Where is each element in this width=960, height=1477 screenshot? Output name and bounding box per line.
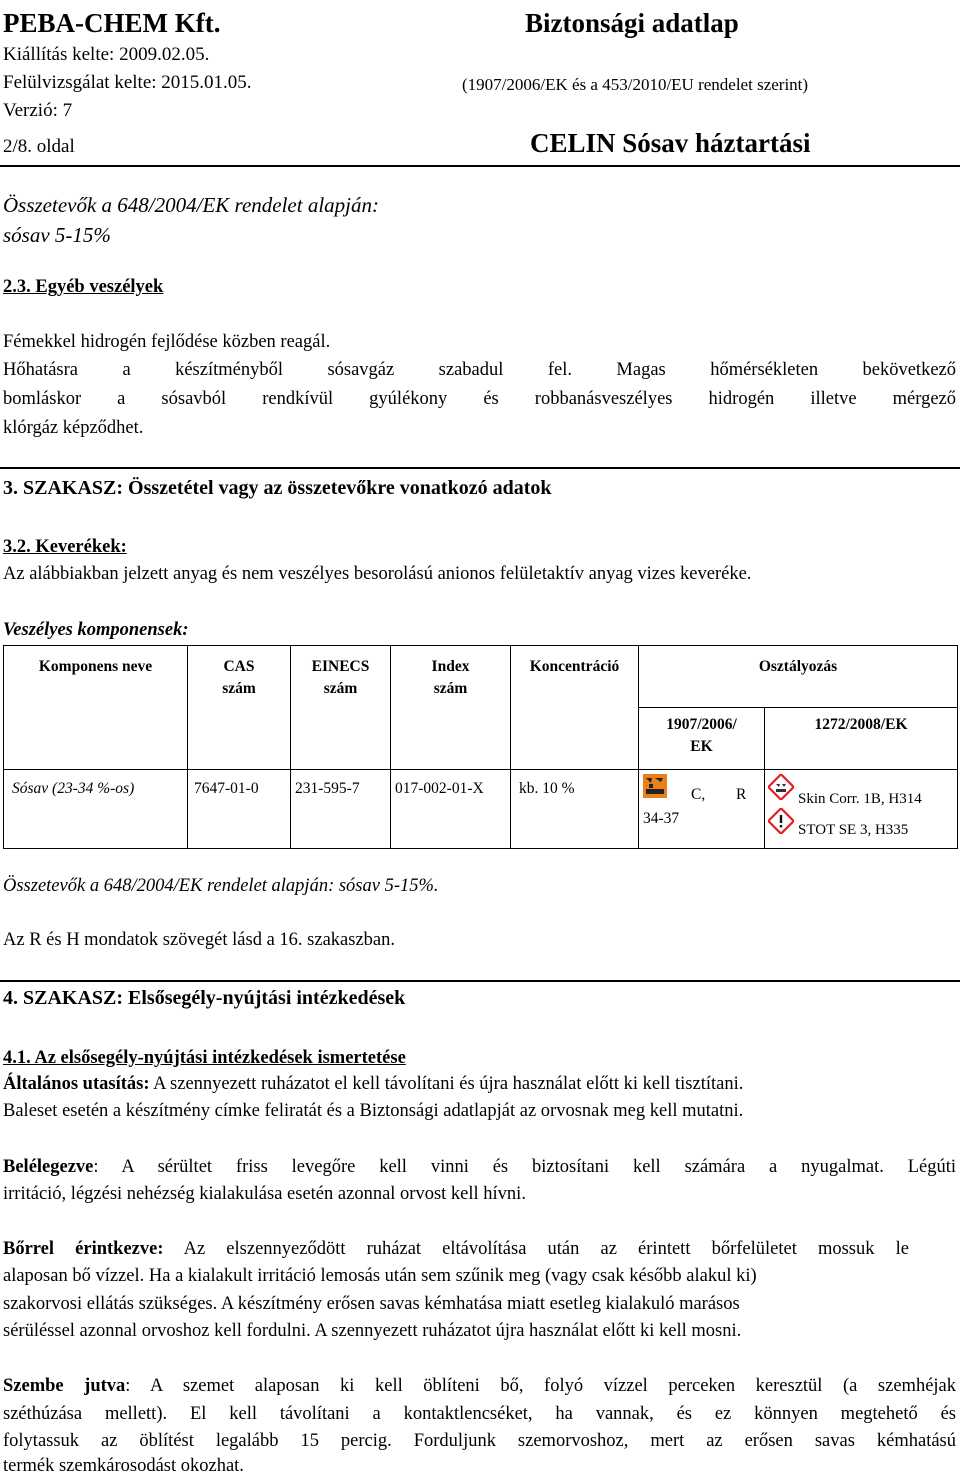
section-4-1-heading: 4.1. Az elsősegély-nyújtási intézkedések ismertetése: [3, 1048, 406, 1068]
row-clp-classification: [765, 770, 958, 849]
header-clp: 1272/2008/EK: [765, 708, 958, 770]
inhalation-line2: irritáció, légzési nehézség kialakulása esetén azonnal orvost kell hívni.: [3, 1184, 526, 1204]
company-name: PEBA-CHEM Kft.: [3, 8, 221, 38]
eye-line4: termék szemkárosodást okozhat.: [3, 1456, 244, 1476]
header-divider: [0, 165, 960, 167]
section-4-heading: 4. SZAKASZ: Elsősegély-nyújtási intézkedések: [3, 987, 406, 1009]
general-instruction-line2: Baleset esetén a készítmény címke feliratát és a Biztonsági adatlapját az orvosnak meg kell mutatni.: [3, 1101, 744, 1121]
skin-line1: Bőrrel érintkezve: Az elszennyeződött ruházat eltávolítása után az érintett bőrfelületet mossuk le: [3, 1239, 909, 1259]
dsd-phrases: 34-37: [643, 810, 680, 827]
section-3-heading: 3. SZAKASZ: Összetétel vagy az összetevőkre vonatkozó adatok: [3, 477, 552, 499]
dsd-c: C,: [691, 786, 706, 803]
row-index: 017-002-01-X: [391, 770, 511, 849]
after-table-ingredients: Összetevők a 648/2004/EK rendelet alapján: sósav 5-15%.: [3, 876, 439, 896]
hazardous-components-label: Veszélyes komponensek:: [3, 620, 189, 640]
header-index: Index szám: [391, 646, 511, 770]
issue-date: Kiállítás kelte: 2009.02.05.: [3, 44, 210, 65]
row-einecs: 231-595-7: [291, 770, 391, 849]
corrosion-ghs-icon: [768, 774, 794, 805]
section-2-3-line4: klórgáz képződhet.: [3, 418, 144, 438]
row-dsd-classification: [639, 770, 765, 849]
document-title: Biztonsági adatlap: [525, 8, 739, 38]
header-component-name: Komponens neve: [4, 646, 188, 770]
ingredients-intro-line2: sósav 5-15%: [3, 223, 111, 247]
row-cas: 7647-01-0: [188, 770, 291, 849]
ingredients-intro-line1: Összetevők a 648/2004/EK rendelet alapján:: [3, 193, 379, 217]
regulation-note: (1907/2006/EK és a 453/2010/EU rendelet szerint): [462, 75, 809, 94]
product-name: CELIN Sósav háztartási: [530, 128, 811, 158]
header-einecs: EINECS szám: [291, 646, 391, 770]
section-3-2-heading: 3.2. Keverékek:: [3, 537, 127, 557]
header-dsd: 1907/2006/ EK: [639, 708, 765, 770]
header-cas: CAS szám: [188, 646, 291, 770]
section-2-3-heading: 2.3. Egyéb veszélyek: [3, 277, 164, 297]
version: Verzió: 7: [3, 100, 73, 121]
section-2-3-line2: Hőhatásra a készítményből sósavgáz szabadul fel. Magas hőmérsékleten bekövetkező: [3, 360, 956, 380]
revision-date: Felülvizsgálat kelte: 2015.01.05.: [3, 72, 252, 93]
skin-line2: alaposan bő vízzel. Ha a kialakult irritáció lemosás után sem szűnik meg (vagy csak később alakul ki): [3, 1266, 757, 1286]
skin-line3: szakorvosi ellátás szükséges. A készítmény erősen savas kémhatása miatt esetleg kialakuló marásos: [3, 1294, 740, 1314]
eye-line2: széthúzása mellett). El kell távolítani a kontaktlencséket, ha vannak, és ez könnyen megtehető és: [3, 1404, 956, 1424]
page-number: 2/8. oldal: [3, 136, 75, 157]
corrosive-pictogram-square: [643, 774, 667, 798]
mixture-description: Az alábbiakban jelzett anyag és nem veszélyes besorolású anionos felületaktív anyag vizes keveréke.: [3, 564, 752, 584]
section-3-divider: [0, 467, 960, 469]
header-classification: Osztályozás: [639, 646, 958, 708]
header-concentration: Koncentráció: [511, 646, 639, 770]
inhalation-line1: Belélegezve: A sérültet friss levegőre kell vinni és biztosítani kell számára a nyugalmat. Légúti: [3, 1157, 956, 1177]
row-component-name: Sósav (23-34 %-os): [4, 770, 188, 849]
clp-line2: STOT SE 3, H335: [798, 822, 909, 838]
general-instruction: Általános utasítás: A szennyezett ruházatot el kell távolítani és újra használat előtt ki kell tisztítani.: [3, 1074, 744, 1094]
eye-line3: folytassuk az öblítést legalább 15 percig. Forduljunk szemorvoshoz, mert az erősen savas kémhatású: [3, 1431, 956, 1451]
clp-line1: Skin Corr. 1B, H314: [798, 791, 922, 807]
corrosive-pictogram-icon: [643, 774, 667, 803]
section-2-3-line3: bomláskor a sósavból rendkívül gyúlékony és robbanásveszélyes hidrogén illetve mérgező: [3, 389, 956, 409]
section-4-divider: [0, 980, 960, 982]
after-table-phrases-note: Az R és H mondatok szövegét lásd a 16. szakaszban.: [3, 930, 395, 950]
eye-line1: Szembe jutva: A szemet alaposan ki kell öblíteni bő, folyó vízzel perceken keresztül (a szemhéjak: [3, 1376, 957, 1396]
skin-line4: sérüléssel azonnal orvoshoz kell fordulni. A szennyezett ruházatot újra használat előtt ki kell mosni.: [3, 1321, 742, 1341]
section-2-3-line1: Fémekkel hidrogén fejlődése közben reagál.: [3, 332, 331, 352]
dsd-r: R: [736, 786, 747, 803]
components-table: [3, 645, 958, 849]
exclamation-ghs-icon: [768, 808, 794, 839]
row-concentration: kb. 10 %: [511, 770, 639, 849]
